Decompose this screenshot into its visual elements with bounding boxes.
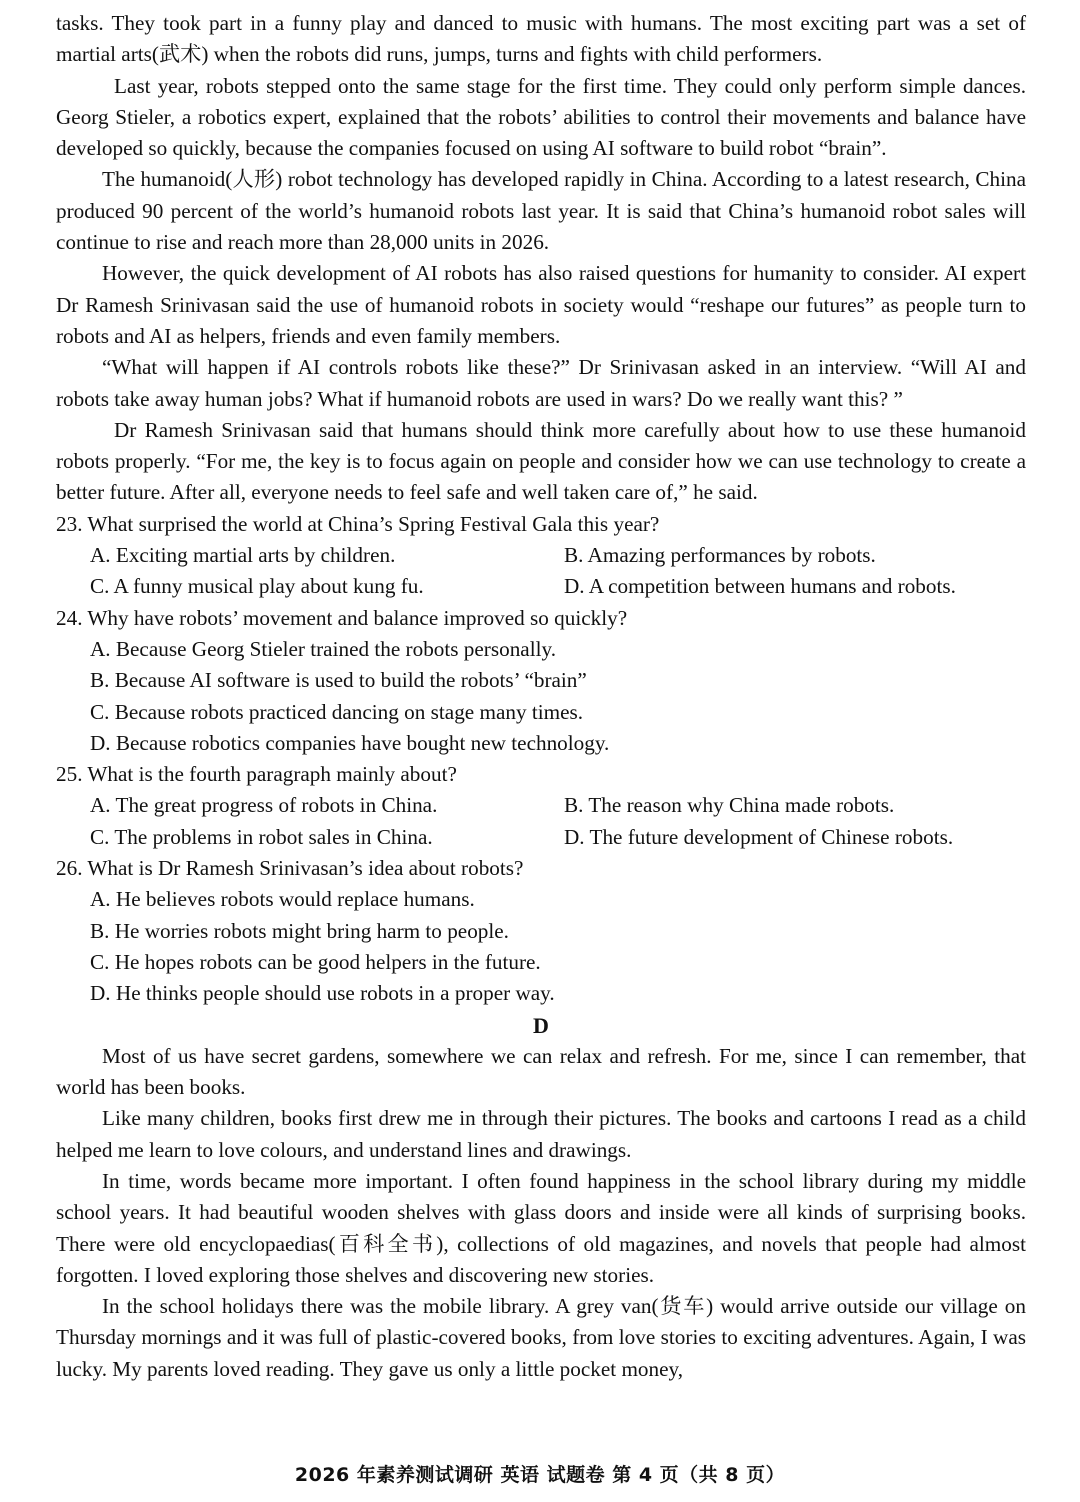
passage-c-paragraph-5: Dr Ramesh Srinivasan said that humans should think more carefully about how to use these humanoid robots properly. “For me, the key is to focus again on people and consider how we can use technology to create a better future. After all, everyone needs to feel safe and well taken care of,” he said. [56,417,1026,505]
option-a: A. Because Georg Stieler trained the robots personally. [90,636,556,661]
option-b: B. He worries robots might bring harm to people. [90,918,509,943]
options [56,790,1026,853]
option-a: A. The great progress of robots in China. [90,793,438,818]
option-b: B. The reason why China made robots. [564,793,895,818]
option-a: A. Exciting martial arts by children. [90,543,396,568]
question-stem: 24. Why have robots’ movement and balance improved so quickly? [56,605,628,630]
option-d: D. The future development of Chinese robots. [564,824,954,849]
passage-c-paragraph-1: Last year, robots stepped onto the same stage for the first time. They could only perform simple dances. Georg Stieler, a robotics expert, explained that the robots’ abilities to control their movements and balance have developed so quickly, because the companies focused on using AI software to build robot “brain”. [56,73,1026,161]
question-23 [56,509,1026,603]
question-stem: 23. What surprised the world at China’s Spring Festival Gala this year? [56,511,660,536]
question-stem: 25. What is the fourth paragraph mainly about? [56,762,457,787]
option-b: B. Because AI software is used to build the robots’ “brain” [90,668,587,693]
passage-c-paragraph-3: However, the quick development of AI robots has also raised questions for humanity to consider. AI expert Dr Ramesh Srinivasan said the use of humanoid robots in society would “reshape our futures” as people turn to robots and AI as helpers, friends and even family members. [56,261,1026,348]
question-24 [56,603,1026,759]
section-heading-d: D [533,1012,549,1038]
option-a: A. He believes robots would replace humans. [90,887,475,912]
options [56,540,1026,603]
question-stem: 26. What is Dr Ramesh Srinivasan’s idea about robots? [56,856,524,881]
option-d: D. A competition between humans and robots. [564,574,956,599]
passage-d-paragraph-2: Like many children, books first drew me in through their pictures. The books and cartoons I read as a child helped me learn to love colours, and understand lines and drawings. [56,1106,1026,1162]
option-c: C. A funny musical play about kung fu. [90,574,424,599]
passage-c-paragraph-0: tasks. They took part in a funny play and danced to music with humans. The most exciting part was a set of martial arts(武术) when the robots did runs, jumps, turns and fights with child performers. [56,11,1026,67]
option-c: C. He hopes robots can be good helpers in the future. [90,949,541,974]
option-c: C. Because robots practiced dancing on stage many times. [90,699,584,724]
passage-d-paragraph-4: In the school holidays there was the mobile library. A grey van(货车) would arrive outside our village on Thursday mornings and it was full of plastic-covered books, from love stories to exciting adventures. Again, I was lucky. My parents loved reading. They gave us only a little pocket money, [56,1294,1026,1381]
option-d: D. He thinks people should use robots in a proper way. [90,981,555,1006]
passage-c-paragraph-2: The humanoid(人形) robot technology has developed rapidly in China. According to a latest research, China produced 90 percent of the world’s humanoid robots last year. It is said that China’s humanoid robot sales will continue to rise and reach more than 28,000 units in 2026. [56,167,1026,255]
option-d: D. Because robotics companies have bought new technology. [90,730,610,755]
option-c: C. The problems in robot sales in China. [90,824,433,849]
passage-d-paragraph-3: In time, words became more important. I often found happiness in the school library during my middle school years. It had beautiful wooden shelves with glass doors and inside were all kinds of surprising books. There were old encyclopaedias(百科全书), collections of old magazines, and novels that people had almost forgotten. I loved exploring those shelves and discovering new stories. [56,1168,1026,1287]
question-25 [56,759,1026,853]
passage-c-paragraph-4: “What will happen if AI controls robots like these?” Dr Srinivasan asked in an interview. “Will AI and robots take away human jobs? What if humanoid robots are used in wars? Do we really want this? ” [56,355,1026,411]
passage-d-paragraph-1: Most of us have secret gardens, somewhere we can relax and refresh. For me, since I can remember, that world has been books. [56,1043,1026,1100]
option-b: B. Amazing performances by robots. [564,543,876,568]
question-26 [56,853,1026,1009]
page-footer: 2026 年素养测试调研 英语 试题卷 第 4 页（共 8 页） [294,1464,786,1486]
